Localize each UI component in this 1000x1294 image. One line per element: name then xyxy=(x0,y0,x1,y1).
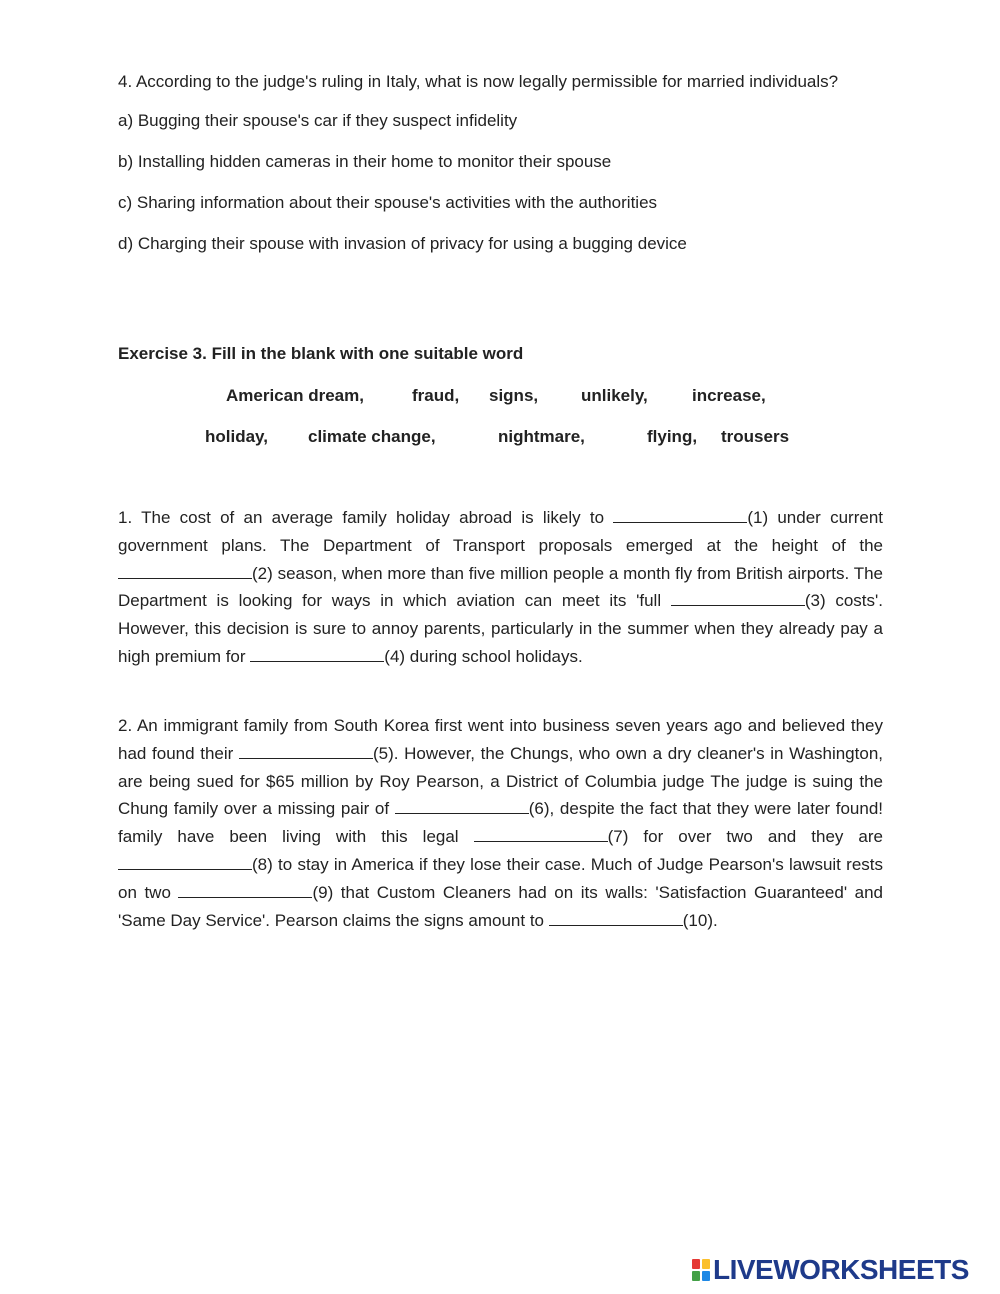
blank-1[interactable] xyxy=(613,505,747,523)
paragraph-1-text: (4) during school holidays. xyxy=(384,646,583,666)
blank-6[interactable] xyxy=(395,796,529,814)
paragraph-2-text: (7) for over two and they are xyxy=(607,827,884,847)
word-bank-item: unlikely, xyxy=(581,386,648,405)
blank-4[interactable] xyxy=(250,644,384,662)
blank-8[interactable] xyxy=(118,852,252,870)
logo-square xyxy=(702,1259,710,1269)
paragraph-1 xyxy=(118,504,883,671)
worksheet-page xyxy=(118,68,884,930)
word-bank-item: signs, xyxy=(489,386,539,405)
word-bank-item: increase, xyxy=(692,386,766,405)
blank-5[interactable] xyxy=(239,741,373,759)
question-4-title: 4. According to the judge's ruling in Italy, what is now legally permissible for married individuals? xyxy=(118,72,839,91)
question-4 xyxy=(118,68,883,257)
paragraph-2-text: (10). xyxy=(682,910,718,930)
exercise-3-title: Exercise 3. Fill in the blank with one suitable word xyxy=(118,344,524,363)
paragraph-2-text: (9) that Custom Cleaners had on its walls: 'Satisfaction Guaranteed' and 'Same Day Service'. Pearson claims the signs amount to xyxy=(118,882,883,930)
option-b: b) Installing hidden cameras in their home to monitor their spouse xyxy=(118,151,612,171)
word-bank-item: nightmare, xyxy=(498,427,585,446)
logo-square xyxy=(692,1259,700,1269)
word-bank-item: trousers xyxy=(721,427,790,446)
word-bank-item: fraud, xyxy=(412,386,460,405)
blank-2[interactable] xyxy=(118,561,252,579)
blank-7[interactable] xyxy=(474,824,608,842)
word-bank-row-1 xyxy=(118,382,883,409)
paragraph-2 xyxy=(118,712,883,934)
logo-square xyxy=(692,1271,700,1281)
paragraph-1-text: (3) costs'. However, this decision is sure to annoy parents, particularly in the summer when they already pay a high premium for xyxy=(118,591,884,666)
blank-10[interactable] xyxy=(549,908,683,926)
option-a: a) Bugging their spouse's car if they suspect infidelity xyxy=(118,110,518,130)
logo-squares-icon xyxy=(692,1259,710,1281)
paragraph-1-text: (1) under current government plans. The Department of Transport proposals emerged at the height of the xyxy=(118,508,883,555)
paragraph-2-text: 2. An immigrant family from South Korea first went into business seven years ago and believed they had found their xyxy=(118,716,883,763)
word-bank-row-2 xyxy=(118,423,883,450)
blank-9[interactable] xyxy=(178,880,312,898)
liveworksheets-logo[interactable] xyxy=(692,1255,992,1285)
paragraph-2-text: (5). However, the Chungs, who own a dry cleaner's in Washington, are being sued for $65 million by Roy Pearson, a District of Columbia judge The judge is suing the Chung family over a missing pair of xyxy=(118,743,883,819)
paragraph-1-text: 1. The cost of an average family holiday abroad is likely to xyxy=(118,508,614,527)
word-bank-item: American dream, xyxy=(226,386,364,405)
word-bank-item: holiday, xyxy=(205,427,268,446)
logo-text: LIVEWORKSHEETS xyxy=(713,1254,969,1285)
paragraph-2-text: (8) to stay in America if they lose their case. Much of Judge Pearson's lawsuit rests on two xyxy=(118,854,883,902)
word-bank-item: flying, xyxy=(647,427,698,446)
option-d: d) Charging their spouse with invasion of privacy for using a bugging device xyxy=(118,233,687,253)
word-bank-item: climate change, xyxy=(308,427,436,446)
logo-square xyxy=(702,1271,710,1281)
paragraph-2-text: (6), despite the fact that they were later found! family have been living with this legal xyxy=(118,799,883,847)
blank-3[interactable] xyxy=(671,588,805,606)
paragraph-1-text: (2) season, when more than five million people a month fly from British airports. The Department is looking for ways in which aviation can meet its 'full xyxy=(118,563,883,611)
option-c: c) Sharing information about their spouse's activities with the authorities xyxy=(118,192,658,212)
